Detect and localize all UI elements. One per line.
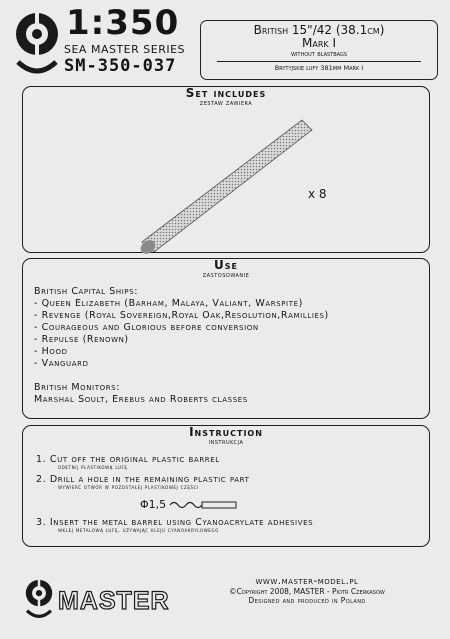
step-text: 3. Insert the metal barrel using Cyanoacrylate adhesives bbox=[36, 517, 314, 528]
product-code: SM-350-037 bbox=[64, 56, 177, 76]
drill-size-label: Φ1,5 bbox=[140, 498, 167, 511]
use-heading: Use bbox=[214, 258, 238, 272]
title-line-2: Mark I bbox=[302, 36, 336, 50]
use-line: - Queen Elizabeth (Barham, Malaya, Valiant, Warspite) bbox=[34, 298, 303, 309]
set-heading: Set includes bbox=[185, 86, 267, 100]
title-line-4: Brytyjskie lufy 381mm Mark I bbox=[217, 61, 421, 72]
step-text: 2. Drill a hole in the remaining plastic part bbox=[36, 474, 250, 485]
instruction-step bbox=[36, 474, 250, 491]
use-list bbox=[34, 286, 329, 406]
product-title-box bbox=[200, 20, 438, 80]
title-line-1: British 15"/42 (38.1cm) bbox=[253, 23, 385, 37]
scale-label: 1:350 bbox=[66, 3, 180, 43]
use-line: Marshal Soult, Erebus and Roberts classes bbox=[34, 394, 248, 405]
footer-copyright: ©Copyright 2008, MASTER - Piotr Czerkasow bbox=[229, 587, 385, 596]
use-line: - Vanguard bbox=[34, 358, 89, 369]
instruction-subheading: instrukcja bbox=[208, 438, 244, 446]
use-subheading: zastosowanie bbox=[202, 271, 250, 279]
gun-barrel-image bbox=[114, 114, 354, 254]
series-label: SEA MASTER SERIES bbox=[64, 43, 186, 56]
step-text: 1. Cut off the original plastic barrel bbox=[36, 454, 220, 465]
master-anchor-logo bbox=[14, 10, 60, 80]
step-subtext: wywierć otwór w pozostałej plastikowej części bbox=[58, 485, 199, 491]
use-line: - Revenge (Royal Sovereign,Royal Oak,Resolution,Ramillies) bbox=[34, 310, 329, 321]
footer-anchor-logo bbox=[24, 578, 54, 622]
footer-brand: MASTER bbox=[58, 587, 170, 615]
use-line: - Courageous and Glorious before conversion bbox=[34, 322, 259, 333]
use-line: - Hood bbox=[34, 346, 68, 357]
step-subtext: odetnij plastikową lufę bbox=[58, 465, 128, 471]
footer-made: Designed and produced in Poland bbox=[248, 596, 366, 605]
instruction-heading: Instruction bbox=[189, 425, 263, 439]
instruction-step bbox=[36, 454, 220, 471]
use-line bbox=[34, 370, 329, 382]
footer-info bbox=[182, 575, 432, 605]
drill-bit-icon bbox=[168, 499, 238, 511]
footer-url: www.master-model.pl bbox=[255, 575, 359, 587]
use-line: British Monitors: bbox=[34, 382, 121, 393]
step-subtext: wklej metalową lufę, używając kleju cyanoakrylowego bbox=[58, 528, 219, 534]
use-line: British Capital Ships: bbox=[34, 286, 139, 297]
use-line: - Repulse (Renown) bbox=[34, 334, 129, 345]
instruction-step bbox=[36, 517, 313, 534]
drill-diagram bbox=[140, 498, 238, 511]
title-line-3: without blastbags bbox=[290, 49, 348, 58]
quantity-label: x 8 bbox=[308, 187, 327, 201]
set-subheading: zestaw zawiera bbox=[199, 99, 253, 107]
